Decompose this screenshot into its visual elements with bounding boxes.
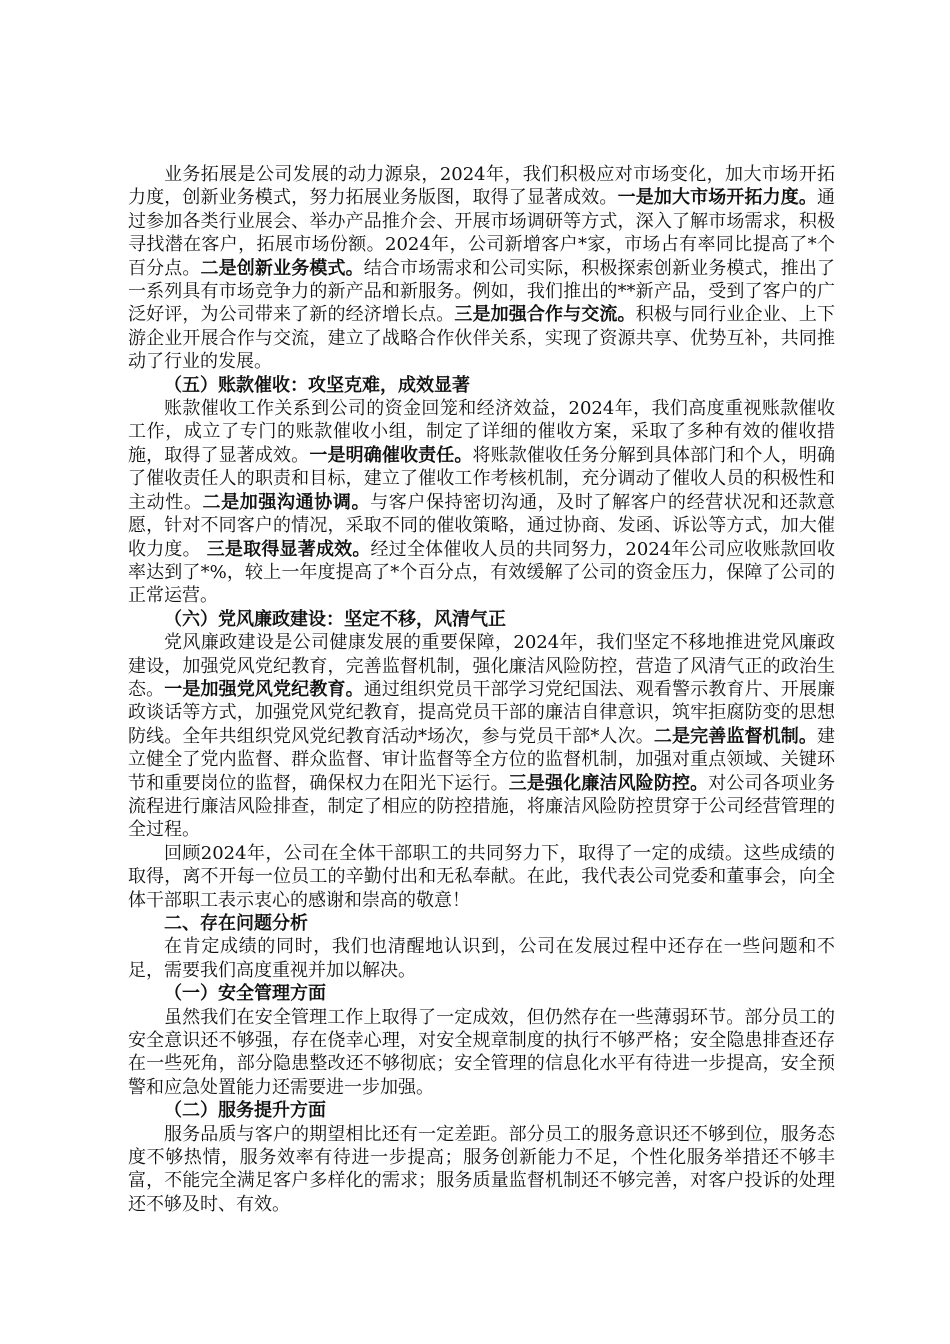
paragraph-text: 经过全体催收人员的共同努力，2024年公司应收账款回收率达到了*%，较上一年度提高了*个百分点，有效缓解了公司的资金压力，保障了公司的正常运营。 xyxy=(128,538,835,607)
paragraph-text: 在肯定成绩的同时，我们也清醒地认识到，公司在发展过程中还存在一些问题和不足，需要我们高度重视并加以解决。 xyxy=(128,936,835,981)
paragraph-text: 业务拓展是公司发展的动力源泉，2024年，我们积极应对市场变化，加大市场开拓力度，创新业务模式，努力拓展业务版图，取得了显著成效。 xyxy=(128,164,835,209)
emphasis-phrase: 二是创新业务模式。 xyxy=(200,257,364,279)
paragraph-text: 结合市场需求和公司实际，积极探索创新业务模式，推出了一系列具有市场竞争力的新产品和新服务。例如，我们推出的**新产品，受到了客户的广泛好评，为公司带来了新的经济增长点。 xyxy=(128,257,836,326)
paragraph-text: 服务品质与客户的期望相比还有一定差距。部分员工的服务意识还不够到位，服务态度不够热情，服务效率有待进一步提高；服务创新能力不足，个性化服务举措还不够丰富，不能完全满足客户多样化的需求；服务质量监督机制还不够完善，对客户投诉的处理还不够及时、有效。 xyxy=(128,1123,835,1215)
paragraph-text: 党风廉政建设是公司健康发展的重要保障，2024年，我们坚定不移地推进党风廉政建设，加强党风党纪教育，完善监督机制，强化廉洁风险防控，营造了风清气正的政治生态。 xyxy=(128,632,835,700)
emphasis-phrase: 一是明确催收责任。 xyxy=(309,444,473,466)
body-paragraph xyxy=(128,397,835,608)
body-paragraph xyxy=(128,163,835,374)
section-heading: 二、存在问题分析 xyxy=(164,913,308,934)
body-paragraph xyxy=(128,631,835,842)
body-paragraph xyxy=(128,935,835,982)
paragraph-text: 回顾2024年，公司在全体干部职工的共同努力下，取得了一定的成绩。这些成绩的取得，离不开每一位员工的辛勤付出和无私奉献。在此，我代表公司党委和董事会，向全体干部职工表示衷心的感谢和崇高的敬意！ xyxy=(128,842,835,911)
body-paragraph xyxy=(128,842,835,912)
emphasis-phrase: 二是加强沟通协调。 xyxy=(202,491,371,513)
body-paragraph xyxy=(128,1123,835,1217)
emphasis-phrase: 三是加强合作与交流。 xyxy=(454,304,636,326)
section-heading: （一）安全管理方面 xyxy=(164,983,326,1005)
paragraph-text: 虽然我们在安全管理工作上取得了一定成效，但仍然存在一些薄弱环节。部分员工的安全意识还不够强，存在侥幸心理，对安全规章制度的执行不够严格；安全隐患排查还存在一些死角，部分隐患整改还不够彻底；安全管理的信息化水平有待进一步提高，安全预警和应急处置能力还需要进一步加强。 xyxy=(128,1006,835,1098)
body-paragraph xyxy=(128,1006,835,1100)
emphasis-phrase: 二是完善监督机制。 xyxy=(653,725,817,747)
paragraph-text: 建立健全了党内监督、群众监督、审计监督等全方位的监督机制，加强对重点领域、关键环节和重要岗位的监督，确保权力在阳光下运行。 xyxy=(128,725,835,794)
section-heading: （五）账款催收：攻坚克难，成效显著 xyxy=(164,374,470,396)
paragraph-text: 将账款催收任务分解到具体部门和个人，明确了催收责任人的职责和目标，建立了催收工作考核机制，充分调动了催收人员的积极性和主动性。 xyxy=(128,444,836,513)
emphasis-phrase: 一是加强党风党纪教育。 xyxy=(164,678,364,700)
paragraph-text: 对公司各项业务流程进行廉洁风险排查，制定了相应的防控措施，将廉洁风险防控贯穿于公司经营管理的全过程。 xyxy=(128,772,836,841)
paragraph-text: 与客户保持密切沟通，及时了解客户的经营状况和还款意愿，针对不同客户的情况，采取不同的催收策略，通过协商、发函、诉讼等方式，加大催收力度。 xyxy=(128,491,836,560)
section-heading: （二）服务提升方面 xyxy=(164,1100,326,1122)
paragraph-text: 通过参加各类行业展会、举办产品推介会、开展市场调研等方式，深入了解市场需求，积极寻找潜在客户，拓展市场份额。2024年，公司新增客户*家，市场占有率同比提高了*个百分点。 xyxy=(128,187,836,279)
document-page xyxy=(128,163,835,1216)
paragraph-text: 账款催收工作关系到公司的资金回笼和经济效益，2024年，我们高度重视账款催收工作，成立了专门的账款催收小组，制定了详细的催收方案，采取了多种有效的催收措施，取得了显著成效。 xyxy=(128,398,835,466)
emphasis-phrase: 三是强化廉洁风险防控。 xyxy=(508,772,709,794)
paragraph-text: 积极与同行业企业、上下游企业开展合作与交流，建立了战略合作伙伴关系，实现了资源共享、优势互补，共同推动了行业的发展。 xyxy=(128,304,836,373)
section-heading: （六）党风廉政建设：坚定不移，风清气正 xyxy=(164,608,506,630)
emphasis-phrase: 三是取得显著成效。 xyxy=(206,538,371,560)
emphasis-phrase: 一是加大市场开拓力度。 xyxy=(617,187,818,209)
paragraph-text: 通过组织党员干部学习党纪国法、观看警示教育片、开展廉政谈话等方式，加强党风党纪教育，提高党员干部的廉洁自律意识，筑牢拒腐防变的思想防线。全年共组织党风党纪教育活动*场次，参与党员干部*人次。 xyxy=(128,678,836,747)
